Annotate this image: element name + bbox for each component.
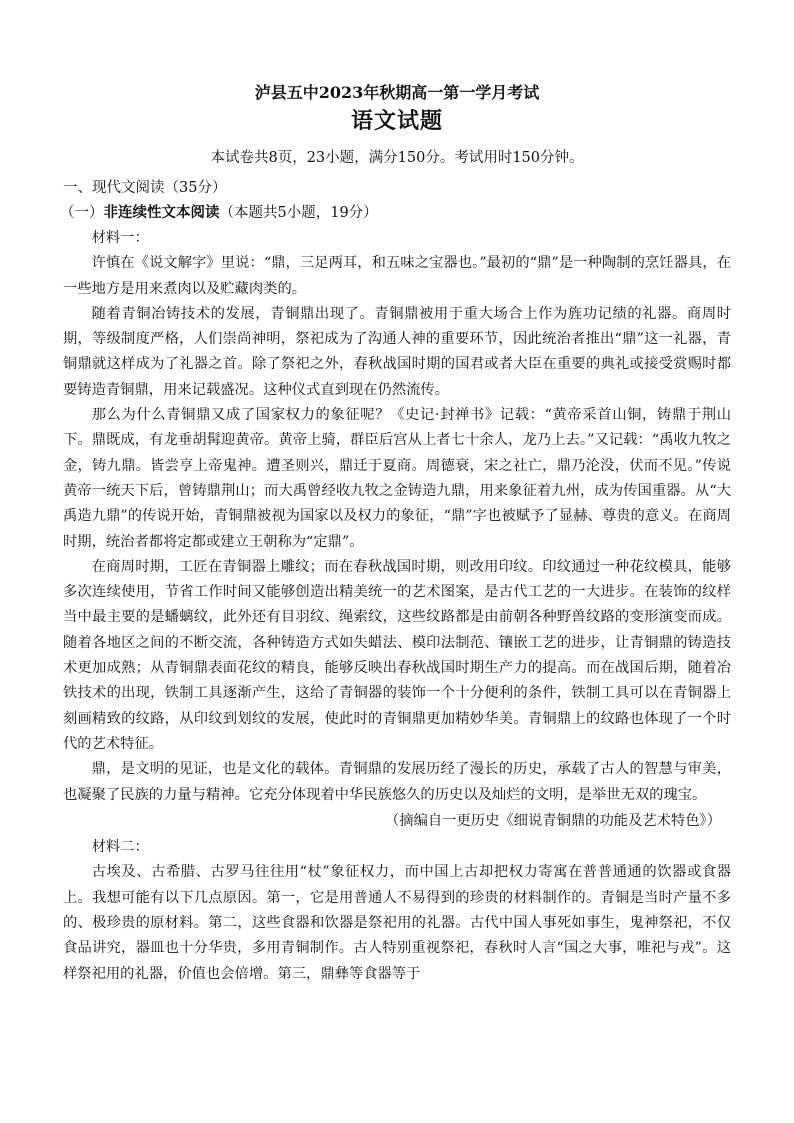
paragraph: 随着青铜冶铸技术的发展，青铜鼎出现了。青铜鼎被用于重大场合上作为旌功记绩的礼器。商周时期，等级制度严格，人们崇尚神明，祭祀成为了沟通人神的重要环节，因此统治者推出“鼎”这一礼器，青铜鼎就这样成为了礼器之首。除了祭祀之外，春秋战国时期的国君或者大臣在重要的典礼或接受赏赐时都要铸造青铜鼎，用来记载盛况。这种仪式直到现在仍然流传。	[63, 305, 731, 398]
paragraph: 鼎，是文明的见证，也是文化的载体。青铜鼎的发展历经了漫长的历史，承载了古人的智慧与审美，也凝聚了民族的力量与精神。它充分体现着中华民族悠久的历史以及灿烂的文明，是举世无双的瑰宝。	[63, 761, 731, 803]
subsection-suffix: （本题共5小题，19分）	[219, 205, 378, 221]
subsection-prefix: （一）	[60, 205, 104, 221]
subsection-title: 非连续性文本阅读	[103, 204, 220, 221]
exam-title: 泸县五中2023年秋期高一第一学月考试	[254, 83, 540, 102]
material-label: 材料二：	[91, 839, 149, 856]
section-heading-modern-reading: 一、现代文阅读（35分）	[63, 180, 227, 196]
material-label: 材料一：	[91, 230, 149, 246]
paragraph: 古埃及、古希腊、古罗马往往用“杖”象征权力，而中国上古却把权力寄寓在普普通通的饮器或食器上。我想可能有以下几点原因。第一，它是用普通人不易得到的珍贵的材料制作的。青铜是当时产量不多的、极珍贵的原材料。第二，这些食器和饮器是祭祀用的礼器。古代中国人事死如事生，鬼神祭祀，不仅食品讲究，器皿也十分华贵，多用青铜制作。古人特别重视祭祀，春秋时人言“国之大事，唯祀与戎”。这样祭祀用的礼器，价值也会倍增。第三，鼎彝等食器等于	[63, 864, 731, 982]
paragraph: 那么为什么青铜鼎又成了国家权力的象征呢？《史记·封禅书》记载：“黄帝采首山铜，铸鼎于荆山下。鼎既成，有龙垂胡髯迎黄帝。黄帝上骑，群臣后宫从上者七十余人，龙乃上去。”又记载：“禹收九牧之金，铸九鼎。皆尝亨上帝鬼神。遭圣则兴，鼎迁于夏商。周德衰，宋之社亡，鼎乃沦没，伏而不见。”传说黄帝一统天下后，曾铸鼎荆山；而大禹曾经收九牧之金铸造九鼎，用来象征着九州，成为传国重器。从“大禹造九鼎”的传说开始，青铜鼎被视为国家以及权力的象征，“鼎”字也被赋予了显赫、尊贵的意义。在商周时期，统治者都将定都或建立王朝称为“定鼎”。	[63, 407, 731, 550]
reading-passage	[63, 226, 731, 987]
subject-title: 语文试题	[350, 108, 443, 134]
subsection-heading	[60, 201, 378, 222]
paragraph: 在商周时期，工匠在青铜器上雕纹；而在春秋战国时期，则改用印纹。印纹通过一种花纹模具，能够多次连续使用，节省工作时间又能够创造出精美统一的艺术图案，是古代工艺的一大进步。在装饰的纹样当中最主要的是蟠螭纹，此外还有目羽纹、绳索纹，这些纹路都是由前朝各种野兽纹路的变形演变而成。随着各地区之间的不断交流，各种铸造方式如失蜡法、模印法制范、镶嵌工艺的进步，让青铜鼎的铸造技术更加成熟；从青铜鼎表面花纹的精良，能够反映出春秋战国时期生产力的提高。而在战国后期，随着冶铁技术的出现，铁制工具逐渐产生，这给了青铜器的装饰一个十分便利的条件，铁制工具可以在青铜器上刻画精致的纹路，从印纹到划纹的发展，使此时的青铜鼎更加精妙华美。青铜鼎上的纹路也体现了一个时代的艺术特征。	[63, 558, 731, 752]
exam-info: 本试卷共8页，23小题，满分150分。考试用时150分钟。	[210, 150, 584, 166]
paragraph: 许慎在《说文解字》里说：“鼎，三足两耳，和五味之宝器也。”最初的“鼎”是一种陶制的烹饪器具，在一些地方是用来煮肉以及贮藏肉类的。	[63, 255, 731, 297]
source-note: （摘编自一更历史《细说青铜鼎的功能及艺术特色》）	[385, 812, 721, 829]
